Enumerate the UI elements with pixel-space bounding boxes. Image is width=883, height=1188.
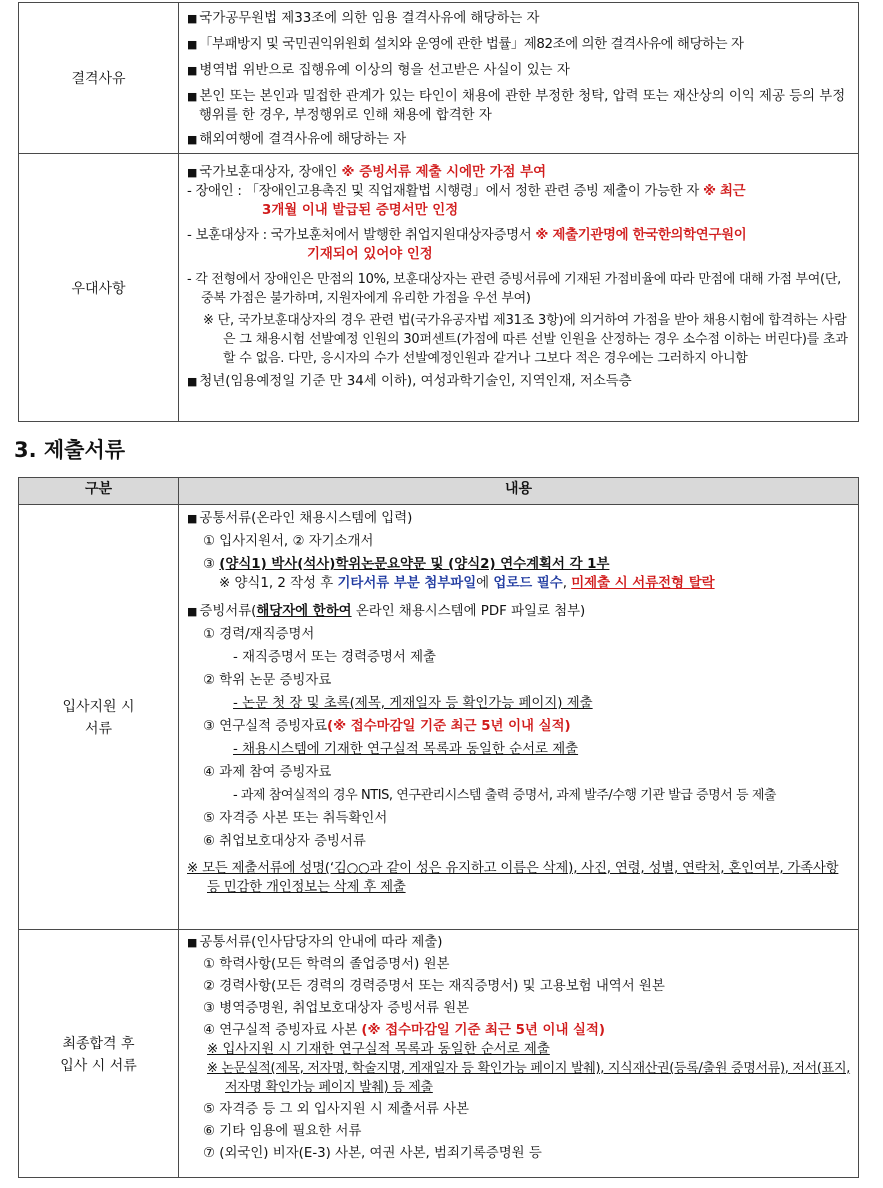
- eligibility-table: [18, 2, 859, 422]
- list-item: ③ (양식1) 박사(석사)학위논문요약문 및 (양식2) 연수계획서 각 1부: [203, 557, 610, 572]
- list-item: ■ 공통서류(온라인 채용시스템에 입력): [187, 511, 413, 526]
- note-item: ※ 양식1, 2 작성 후 기타서류 부분 첨부파일에 업로드 필수, 미제출 시 서류전형 탈락: [219, 576, 715, 591]
- preference-content: [179, 154, 859, 422]
- table-row: [19, 930, 859, 1178]
- list-item: ④ 과제 참여 증빙자료: [203, 765, 332, 780]
- label-line: 입사 시 서류: [60, 1057, 137, 1074]
- row-label-disqualification: 결격사유: [19, 3, 179, 154]
- list-item: ③ 연구실적 증빙자료(※ 접수마감일 기준 최근 5년 이내 실적): [203, 719, 571, 734]
- note-item: ※ 단, 국가보훈대상자의 경우 관련 법(국가유공자법 제31조 3항)에 의거하여 가점을 받아 채용시험에 합격하는 사람은 그 채용시험 선발예정 인원의 30퍼센트(가점에 따른 선발 인원을 산정하는 경우 소수점 이하는 버린다)를 초과할 수 없음. 다만, 응시자의 수가 선발예정인원과 같거나 그보다 적은 경우에는 그러하지 아니함: [203, 313, 848, 366]
- square-bullet-icon: ■: [187, 133, 198, 146]
- table-row: [19, 3, 859, 154]
- row-label-application: [19, 505, 179, 930]
- documents-table: [18, 477, 859, 1178]
- note-item: ※ 모든 제출서류에 성명(‘김○○과 같이 성은 유지하고 이름은 삭제), 사진, 연령, 성별, 연락처, 혼인여부, 가족사항 등 민감한 개인정보는 삭제 후 제출: [187, 861, 839, 895]
- list-item: ■ 공통서류(인사담당자의 안내에 따라 제출): [187, 935, 443, 950]
- list-item: ① 학력사항(모든 학력의 졸업증명서) 원본: [203, 957, 450, 972]
- application-docs-content: [179, 505, 859, 930]
- list-item: ⑦ (외국인) 비자(E-3) 사본, 여권 사본, 범죄기록증명원 등: [203, 1146, 542, 1161]
- label-line: 입사지원 시: [62, 699, 135, 715]
- final-docs-content: [179, 930, 859, 1178]
- list-item-continuation: 기재되어 있어야 인정: [307, 247, 433, 262]
- list-item: ■ 국가보훈대상자, 장애인 ※ 증빙서류 제출 시에만 가점 부여: [187, 165, 547, 180]
- list-item: ⑥ 기타 임용에 필요한 서류: [203, 1124, 362, 1139]
- list-item: ■ 본인 또는 본인과 밀접한 관계가 있는 타인이 채용에 관한 부정한 청탁, 압력 또는 재산상의 이익 제공 등의 부정행위를 한 경우, 부정행위로 인해 채용에 합격한 자: [187, 89, 846, 123]
- list-item: - 재직증명서 또는 경력증명서 제출: [233, 650, 436, 665]
- list-item-continuation: 3개월 이내 발급된 증명서만 인정: [262, 203, 459, 218]
- table-header-row: [19, 478, 859, 505]
- square-bullet-icon: ■: [187, 605, 198, 618]
- list-item: ⑤ 자격증 사본 또는 취득확인서: [203, 811, 388, 826]
- column-header: 내용: [179, 478, 859, 505]
- table-row: [19, 505, 859, 930]
- list-item: ② 경력사항(모든 경력의 경력증명서 또는 재직증명서) 및 고용보험 내역서 원본: [203, 979, 665, 994]
- square-bullet-icon: ■: [187, 375, 198, 388]
- list-item: ⑥ 취업보호대상자 증빙서류: [203, 834, 366, 849]
- square-bullet-icon: ■: [187, 12, 198, 25]
- label-line: 최종합격 후: [62, 1035, 135, 1052]
- square-bullet-icon: ■: [187, 512, 198, 525]
- list-item: ■ 증빙서류(해당자에 한하여 온라인 채용시스템에 PDF 파일로 첨부): [187, 604, 586, 619]
- list-item: ■ 해외여행에 결격사유에 해당하는 자: [187, 132, 407, 147]
- list-item: ② 학위 논문 증빙자료: [203, 673, 332, 688]
- list-item: ■ 청년(임용예정일 기준 만 34세 이하), 여성과학기술인, 지역인재, 저소득층: [187, 374, 632, 389]
- list-item: ③ 병역증명원, 취업보호대상자 증빙서류 원본: [203, 1001, 470, 1016]
- table-row: [19, 154, 859, 422]
- list-item: - 장애인 : 「장애인고용촉진 및 직업재활법 시행령」에서 정한 관련 증빙 제출이 가능한 자 ※ 최근: [187, 184, 746, 199]
- list-item: ④ 연구실적 증빙자료 사본 (※ 접수마감일 기준 최근 5년 이내 실적): [203, 1023, 606, 1038]
- square-bullet-icon: ■: [187, 90, 198, 103]
- list-item: ■ 병역법 위반으로 집행유예 이상의 형을 선고받은 사실이 있는 자: [187, 63, 570, 78]
- label-line: 서류: [84, 721, 113, 737]
- list-item: - 각 전형에서 장애인은 만점의 10%, 보훈대상자는 관련 증빙서류에 기재된 가점비율에 따라 만점에 대해 가점 부여(단, 중복 가점은 불가하며, 지원자에게 유리한 가점을 우선 부여): [187, 272, 841, 306]
- square-bullet-icon: ■: [187, 64, 198, 77]
- row-label-preference: 우대사항: [19, 154, 179, 422]
- square-bullet-icon: ■: [187, 936, 198, 949]
- list-item: ■ 「부패방지 및 국민권익위원회 설치와 운영에 관한 법률」제82조에 의한 결격사유에 해당하는 자: [187, 37, 744, 52]
- square-bullet-icon: ■: [187, 166, 198, 179]
- row-label-final: [19, 930, 179, 1178]
- disqualification-content: [179, 3, 859, 154]
- list-item: ① 경력/재직증명서: [203, 627, 315, 642]
- list-item: ■ 국가공무원법 제33조에 의한 임용 결격사유에 해당하는 자: [187, 11, 540, 26]
- section-title: 3. 제출서류: [14, 438, 126, 462]
- note-item: ※ 입사지원 시 기재한 연구실적 목록과 동일한 순서로 제출: [207, 1042, 550, 1057]
- list-item: - 보훈대상자 : 국가보훈처에서 발행한 취업지원대상자증명서 ※ 제출기관명에 한국한의학연구원이: [187, 228, 747, 243]
- list-item: - 채용시스템에 기재한 연구실적 목록과 동일한 순서로 제출: [233, 742, 579, 757]
- list-item: ① 입사지원서, ② 자기소개서: [203, 534, 374, 549]
- list-item: - 논문 첫 장 및 초록(제목, 게재일자 등 확인가능 페이지) 제출: [233, 696, 593, 711]
- list-item: ⑤ 자격증 등 그 외 입사지원 시 제출서류 사본: [203, 1102, 469, 1117]
- list-item: - 과제 참여실적의 경우 NTIS, 연구관리시스템 출력 증명서, 과제 발주/수행 기관 발급 증명서 등 제출: [233, 788, 777, 803]
- square-bullet-icon: ■: [187, 38, 197, 51]
- note-item: ※ 논문실적(제목, 저자명, 학술지명, 게재일자 등 확인가능 페이지 발췌), 지식재산권(등록/출원 증명서류), 저서(표지, 저자명 확인가능 페이지 발췌) 등 제출: [207, 1061, 851, 1095]
- column-header: 구분: [19, 478, 179, 505]
